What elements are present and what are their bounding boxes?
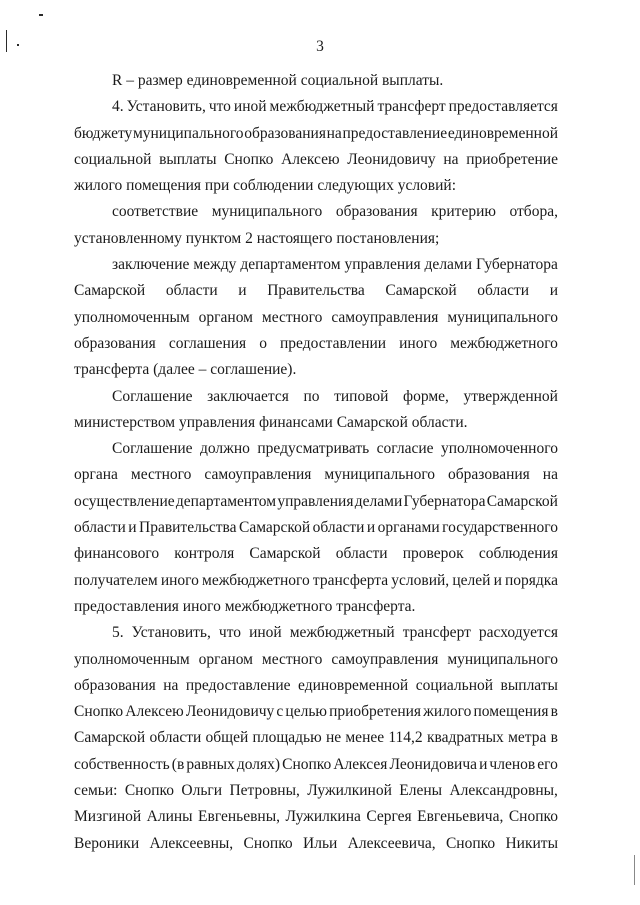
text-line [74,199,558,225]
scan-mark-right-edge [634,855,635,885]
word: соблюдения [478,545,558,563]
word: области [149,729,202,747]
word: иной [233,98,267,116]
word: соответствие [112,203,199,221]
word: Ольги [181,782,223,800]
word: утвержденной [463,387,558,405]
word: предусматривать [257,440,370,458]
word: контроля [174,545,235,563]
word: департаментом [240,256,341,274]
word: самоуправления [331,308,439,326]
word: расходуется [478,624,558,642]
word: Никиты [505,834,558,852]
word: Елены [399,782,443,800]
word: органом [198,308,253,326]
word: площадью [252,729,322,747]
word: типовой [334,387,389,405]
word: уполномоченным [74,308,190,326]
text-line [74,831,558,857]
word: Установить, [126,98,206,116]
word: образования [74,334,156,352]
word: местного [130,466,192,484]
word: Алексею [281,150,340,168]
word: соглашения [168,334,247,352]
word: его [537,755,558,773]
word: семьи: [74,782,118,800]
word: муниципального [324,466,436,484]
text-line [74,436,558,462]
word: и [479,755,488,773]
page-number: 3 [316,38,324,55]
word: должно [200,440,250,458]
word: государственного [442,519,558,537]
word: 5. [112,624,124,642]
text-line [74,331,558,357]
word: муниципального [211,203,323,221]
word: трансферт [377,98,446,116]
word: что [218,624,242,642]
text-line [74,620,558,646]
word: иного [160,571,199,589]
word: предоставление [185,676,291,694]
word: Алексеевича, [347,834,436,852]
word: между [193,256,237,274]
word: заключается [207,387,289,405]
word: предоставление [342,124,448,142]
word: местного [261,650,323,668]
word: Самарской [486,492,558,510]
word: членов [489,755,536,773]
word: Вероники [74,834,140,852]
text-line [74,384,558,410]
word: осуществление [74,492,175,510]
word: Самарской [74,282,146,300]
text-line: R – размер единовременной социальной выплаты. [112,72,444,89]
word: и [493,571,502,589]
word: с [276,703,284,721]
text-line [74,147,558,173]
text-line [74,778,558,804]
word: муниципального [447,650,558,668]
word: и [128,519,137,537]
word: уполномоченным [74,650,190,668]
word: Лужилкиной [307,782,392,800]
word: по [303,387,320,405]
word: бюджету [74,124,133,142]
word: жилого [423,703,472,721]
word: Соглашение [112,387,193,405]
word: Снопко [224,150,274,168]
word: Самарской [385,282,457,300]
word: Леонидовичу [347,150,436,168]
word: помещения [473,703,549,721]
word: органами [377,519,440,537]
word: самоуправления [331,650,439,668]
word: Алексею [125,703,184,721]
word: Самарской [74,729,146,747]
word: что [208,98,231,116]
text-line [74,515,558,541]
word: социальной [415,676,494,694]
text-line: предоставления иного межбюджетного трансферта. [74,597,416,615]
scan-mark-dot [17,44,19,46]
text-line [74,752,558,778]
word: Самарской [238,519,311,537]
text-line: министерством управления финансами Самарской области. [74,413,468,431]
word: области [335,545,388,563]
word: иного [399,334,438,352]
word: департаментом [175,492,277,510]
word: проверок [402,545,464,563]
word: приобретение [466,150,558,168]
word: межбюджетный [269,98,375,116]
word: иной [249,624,282,642]
word: форме, [403,387,449,405]
word: делами [354,492,403,510]
word: в [550,703,558,721]
text-line [74,462,558,488]
text-line [74,489,558,515]
text-line: установленному пунктом 2 настоящего постановления; [74,229,440,247]
word: выплаты [500,676,558,694]
word: о [259,334,267,352]
word: муниципального [447,308,558,326]
word: 114,2 [388,729,423,747]
word: Евгеньевича, [417,808,504,826]
word: на [163,676,179,694]
word: и [238,282,247,300]
word: в [550,729,558,747]
word: Мизгиной [74,808,142,826]
document-body [74,68,558,857]
text-line [74,94,558,120]
text-line [74,647,558,673]
scan-mark-left [6,30,7,52]
word: Александровны, [449,782,558,800]
word: Алины [146,808,193,826]
word: единовременной [447,124,558,142]
word: равных [186,755,235,773]
word: трансферта [312,571,389,589]
word: Ильи [303,834,338,852]
word: на [326,124,342,142]
word: Петровны, [229,782,300,800]
word: Соглашение [112,440,193,458]
word: критерию [431,203,496,221]
word: предоставляется [448,98,558,116]
word: Алексея [333,755,388,773]
word: (в [171,755,185,773]
word: Снопко [282,755,332,773]
text-line: трансферта (далее – соглашение). [74,361,297,379]
word: условий, [391,571,450,589]
word: долях) [236,755,281,773]
word: заключение [112,256,190,274]
word: целей [452,571,491,589]
word: органом [198,650,253,668]
word: области [165,282,218,300]
word: образования [448,466,530,484]
word: финансового [74,545,160,563]
text-line [74,305,558,331]
word: Алексеевны, [149,834,234,852]
word: образования [74,676,156,694]
word: Снопко [74,703,124,721]
word: квадратных [426,729,504,747]
word: Губернатора [403,492,486,510]
text-line [74,725,558,751]
word: целью [285,703,327,721]
word: Лужилкина [285,808,361,826]
text-line [74,121,558,147]
word: не [325,729,342,747]
word: уполномоченного [440,440,558,458]
word: собственность [74,755,170,773]
word: общей [205,729,249,747]
word: межбюджетного [202,571,310,589]
text-line [74,252,558,278]
text-line [74,568,558,594]
word: социальной [74,150,152,168]
text-line: жилого помещения при соблюдении следующих условий: [74,177,457,195]
word: Правительства [267,282,365,300]
word: Губернатора [475,256,558,274]
word: метра [508,729,547,747]
word: образования [335,203,418,221]
text-line [74,804,558,830]
word: Леонидовича [389,755,477,773]
word: управления [344,256,421,274]
word: отбора, [509,203,558,221]
word: области [74,519,126,537]
word: органа [74,466,118,484]
word: Снопко [508,808,558,826]
text-line [74,699,558,725]
word: делами [424,256,473,274]
word: межбюджетного [450,334,558,352]
text-line [74,541,558,567]
word: Леонидовичу [185,703,275,721]
word: управления [277,492,354,510]
word: трансферт [402,624,471,642]
word: местного [261,308,323,326]
scan-mark-top [39,14,43,16]
word: Самарской [249,545,321,563]
word: приобретения [329,703,422,721]
word: Снопко [243,834,293,852]
word: области [312,519,365,537]
word: порядка [505,571,558,589]
word: образования [244,124,326,142]
word: выплаты [159,150,217,168]
word: Сергея [366,808,412,826]
word: менее [345,729,385,747]
word: Снопко [445,834,496,852]
word: и [366,519,376,537]
word: межбюджетный [289,624,395,642]
text-line [74,673,558,699]
word: Снопко [124,782,174,800]
word: на [443,150,459,168]
word: 4. [112,98,124,116]
word: самоуправления [204,466,312,484]
word: муниципального [132,124,244,142]
text-line [74,278,558,304]
word: Установить, [131,624,211,642]
word: Правительства [139,519,237,537]
word: согласие [376,440,434,458]
word: предоставлении [280,334,387,352]
word: на [542,466,558,484]
word: единовременной [298,676,409,694]
word: и [549,282,558,300]
word: области [477,282,530,300]
word: Евгеньевны, [198,808,281,826]
word: получателем [74,571,158,589]
